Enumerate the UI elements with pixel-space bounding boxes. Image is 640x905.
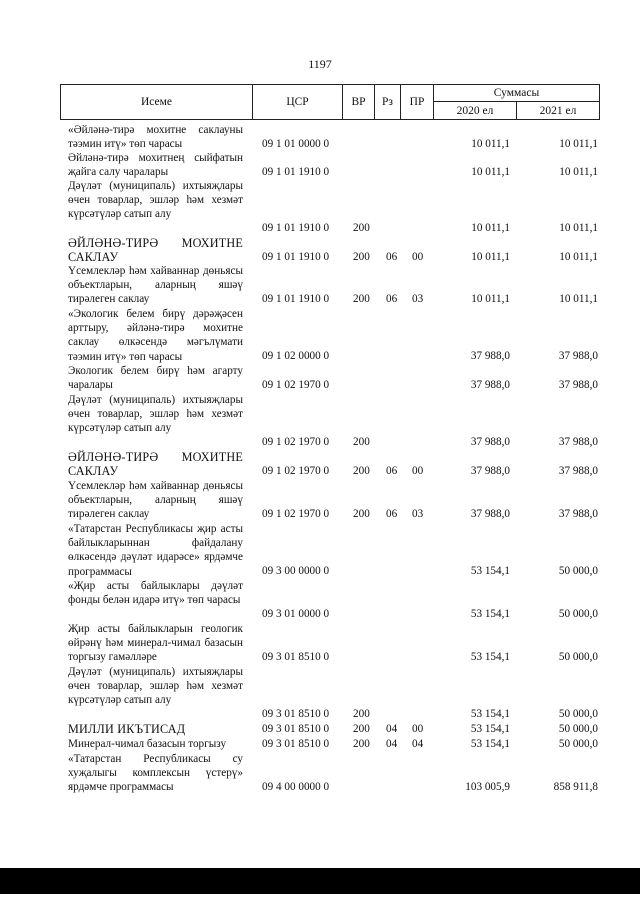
row-sum-2021: 50 000,0 (558, 608, 598, 620)
row-vr: 200 (353, 738, 370, 750)
table-row (0, 522, 640, 579)
row-sum-2020: 53 154,1 (470, 738, 510, 750)
row-name: Дәүләт (муниципаль) ихтыяҗлары өчен товарлар, эшләр һәм хезмәт күрсәтүләр сатып алу (68, 180, 243, 221)
row-pr: 00 (412, 465, 424, 477)
row-sum-2021: 10 011,1 (559, 166, 598, 178)
row-vr: 200 (353, 222, 370, 234)
row-sum-2020: 37 988,0 (470, 379, 510, 391)
row-rz: 04 (386, 738, 398, 750)
row-sum-2021: 50 000,0 (558, 708, 598, 720)
row-sum-2021: 858 911,8 (553, 781, 598, 793)
row-rz: 04 (386, 723, 398, 735)
row-csr: 09 3 01 8510 0 (262, 651, 330, 663)
row-sum-2020: 10 011,1 (471, 222, 510, 234)
header-csr: ЦСР (252, 84, 343, 120)
row-sum-2020: 53 154,1 (470, 608, 510, 620)
row-pr: 04 (412, 738, 424, 750)
header-vr: ВР (342, 84, 375, 120)
table-row (0, 722, 640, 737)
row-name: «Татарстан Республикасы җир асты байлыкларыннан файдалану өлкәсендә дәүләт идарәсе» ярдәмче программасы (68, 523, 243, 578)
row-vr: 200 (353, 251, 370, 263)
row-csr: 09 3 01 8510 0 (262, 738, 330, 750)
header-sums: Суммасы (433, 84, 600, 102)
row-vr: 200 (353, 723, 370, 735)
row-sum-2021: 37 988,0 (558, 436, 598, 448)
row-rz: 06 (386, 293, 398, 305)
row-sum-2021: 37 988,0 (558, 465, 598, 477)
row-name: Җир асты байлыкларын геологик өйрәнү һәм минерал-чимал базасын торгызу гамәлләре (68, 623, 243, 664)
row-csr: 09 4 00 0000 0 (262, 781, 330, 793)
table-row (0, 123, 640, 151)
row-name: Экологик белем бирү һәм агарту чаралары (68, 365, 243, 392)
row-name: ӘЙЛӘНӘ-ТИРӘ МОХИТНЕ САКЛАУ (68, 450, 243, 479)
header-name: Исеме (60, 84, 253, 120)
row-csr: 09 3 01 8510 0 (262, 708, 330, 720)
row-csr: 09 1 02 1970 0 (262, 465, 330, 477)
header-pr: ПР (400, 84, 434, 120)
row-sum-2020: 37 988,0 (470, 508, 510, 520)
row-pr: 03 (412, 508, 424, 520)
row-sum-2020: 103 005,9 (465, 781, 510, 793)
row-vr: 200 (353, 465, 370, 477)
row-sum-2020: 10 011,1 (471, 138, 510, 150)
table-row (0, 236, 640, 264)
row-csr: 09 3 00 0000 0 (262, 565, 330, 577)
row-sum-2021: 10 011,1 (559, 138, 598, 150)
row-name: МИЛЛИ ИКЪТИСАД (68, 722, 186, 736)
row-rz: 06 (386, 508, 398, 520)
row-sum-2020: 53 154,1 (470, 651, 510, 663)
row-sum-2021: 37 988,0 (558, 508, 598, 520)
row-name: Дәүләт (муниципаль) ихтыяҗлары өчен товарлар, эшләр һәм хезмәт күрсәтүләр сатып алу (68, 394, 243, 435)
row-sum-2021: 10 011,1 (559, 251, 598, 263)
row-sum-2020: 37 988,0 (470, 465, 510, 477)
row-pr: 00 (412, 723, 424, 735)
row-csr: 09 1 01 1910 0 (262, 222, 330, 234)
row-name: «Экологик белем бирү дәрәҗәсен арттыру, әйләнә-тирә мохитне саклау өлкәсендә мәгълүмати тәэмин итү» төп чарасы (68, 308, 243, 363)
row-vr: 200 (353, 293, 370, 305)
header-2020: 2020 ел (433, 101, 517, 120)
table-row (0, 579, 640, 622)
row-csr: 09 1 02 1970 0 (262, 508, 330, 520)
row-sum-2020: 53 154,1 (470, 708, 510, 720)
table-row (0, 479, 640, 522)
table-row (0, 622, 640, 665)
row-sum-2020: 10 011,1 (471, 166, 510, 178)
row-csr: 09 1 02 1970 0 (262, 436, 330, 448)
table-row (0, 665, 640, 722)
row-name: ӘЙЛӘНӘ-ТИРӘ МОХИТНЕ САКЛАУ (68, 236, 243, 265)
row-sum-2021: 50 000,0 (558, 651, 598, 663)
table-row (0, 307, 640, 364)
row-rz: 06 (386, 465, 398, 477)
row-csr: 09 3 01 0000 0 (262, 608, 330, 620)
row-csr: 09 1 01 1910 0 (262, 251, 330, 263)
row-name: «Әйләнә-тирә мохитне саклауны тәэмин итү» төп чарасы (68, 124, 243, 151)
row-sum-2020: 37 988,0 (470, 436, 510, 448)
row-name: «Татарстан Республикасы су хуҗалыгы комплексын үстерү» ярдәмче программасы (68, 753, 243, 794)
row-pr: 03 (412, 293, 424, 305)
row-sum-2021: 10 011,1 (559, 222, 598, 234)
scan-edge-bar (0, 868, 640, 894)
row-sum-2021: 37 988,0 (558, 379, 598, 391)
row-vr: 200 (353, 508, 370, 520)
row-sum-2021: 50 000,0 (558, 738, 598, 750)
row-name: Үсемлекләр һәм хайваннар дөньясы объектларын, аларның яшәү тирәлеген саклау (68, 480, 243, 521)
row-csr: 09 1 02 1970 0 (262, 379, 330, 391)
header-rz: Рз (374, 84, 401, 120)
row-csr: 09 1 02 0000 0 (262, 350, 330, 362)
row-name: Дәүләт (муниципаль) ихтыяҗлары өчен товарлар, эшләр һәм хезмәт күрсәтүләр сатып алу (68, 666, 243, 707)
row-sum-2021: 50 000,0 (558, 565, 598, 577)
row-name: Үсемлекләр һәм хайваннар дөньясы объектларын, аларның яшәү тирәлеген саклау (68, 265, 243, 306)
table-row (0, 450, 640, 479)
row-sum-2021: 37 988,0 (558, 350, 598, 362)
row-csr: 09 1 01 0000 0 (262, 138, 330, 150)
table-row (0, 752, 640, 795)
row-name: Минерал-чимал базасын торгызу (68, 738, 227, 750)
row-sum-2020: 10 011,1 (471, 251, 510, 263)
row-rz: 06 (386, 251, 398, 263)
row-csr: 09 3 01 8510 0 (262, 723, 330, 735)
table-row (0, 737, 640, 752)
row-sum-2021: 10 011,1 (559, 293, 598, 305)
row-vr: 200 (353, 436, 370, 448)
table-row (0, 364, 640, 393)
row-sum-2021: 50 000,0 (558, 723, 598, 735)
table-row (0, 393, 640, 450)
row-name: Әйләнә-тирә мохитнең сыйфатын җайга салу чаралары (68, 152, 243, 179)
row-sum-2020: 37 988,0 (470, 350, 510, 362)
table-row (0, 264, 640, 307)
table-row (0, 151, 640, 179)
row-vr: 200 (353, 708, 370, 720)
header-2021: 2021 ел (516, 101, 600, 120)
table-row (0, 179, 640, 236)
row-csr: 09 1 01 1910 0 (262, 293, 330, 305)
row-name: «Җир асты байлыклары дәүләт фонды белән идарә итү» төп чарасы (68, 580, 243, 607)
page-number: 1197 (308, 57, 332, 71)
row-csr: 09 1 01 1910 0 (262, 166, 330, 178)
row-sum-2020: 53 154,1 (470, 565, 510, 577)
row-sum-2020: 10 011,1 (471, 293, 510, 305)
row-pr: 00 (412, 251, 424, 263)
row-sum-2020: 53 154,1 (470, 723, 510, 735)
